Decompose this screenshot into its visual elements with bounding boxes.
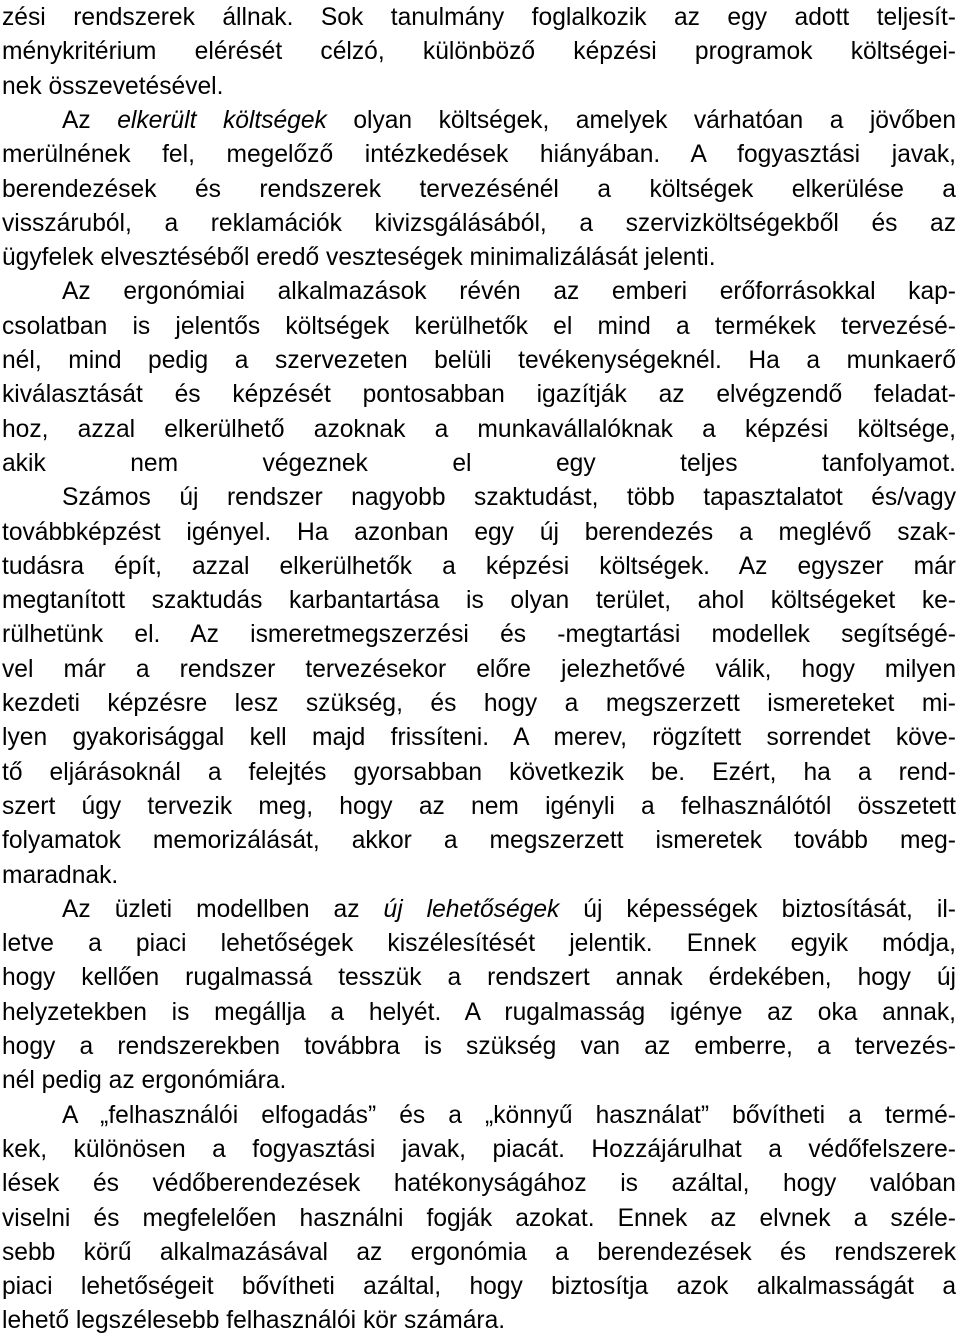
- text-run: kek, különösen a fogyasztási javak, piacát. Hozzájárulhat a védőfelszere-: [2, 1135, 956, 1163]
- text-run: hogy a rendszerekben továbbra is szükség van az emberre, a tervezés-: [2, 1033, 956, 1060]
- text-run: Az üzleti modellben az: [62, 895, 384, 923]
- text-line: [2, 927, 956, 961]
- text-line: [2, 1304, 956, 1338]
- text-line: [2, 756, 956, 790]
- text-run: Számos új rendszer nagyobb szaktudást, több tapasztalatot és/vagy: [62, 484, 956, 512]
- text-line: [2, 310, 956, 344]
- text-line: [2, 1236, 956, 1270]
- text-run: nél, mind pedig a szervezeten belüli tevékenységeknél. Ha a munkaerő: [2, 347, 956, 374]
- text-run: sebb körű alkalmazásával az ergonómia a berendezések és rendszerek: [2, 1238, 956, 1266]
- text-line: [2, 790, 956, 824]
- text-run: szert úgy tervezik meg, hogy az nem igényli a felhasználótól összetett: [2, 792, 956, 820]
- text-run: tudásra épít, azzal elkerülhetők a képzési költségek. Az egyszer már: [2, 552, 956, 580]
- text-line: [2, 35, 956, 69]
- text-line: [2, 1167, 956, 1201]
- text-run: kezdeti képzésre lesz szükség, és hogy a megszerzett ismereteket mi-: [2, 690, 956, 717]
- text-line: [2, 1, 956, 35]
- text-line: [62, 104, 956, 138]
- text-line: [2, 173, 956, 207]
- text-run: megtanított szaktudás karbantartása is olyan terület, ahol költségeket ke-: [2, 587, 956, 615]
- text-run: A „felhasználói elfogadás” és a „könnyű használat” bővítheti a termé-: [62, 1101, 956, 1129]
- text-run: merülnének fel, megelőző intézkedések hiányában. A fogyasztási javak,: [2, 141, 956, 169]
- text-line: [2, 447, 956, 481]
- text-line: [62, 1099, 956, 1133]
- text-line: [2, 550, 956, 584]
- text-run: viselni és megfelelően használni fogják azokat. Ennek az elvnek a széle-: [2, 1204, 956, 1232]
- text-line: [2, 653, 956, 687]
- text-run: nek összevetésével.: [2, 72, 224, 100]
- text-run: hoz, azzal elkerülhető azoknak a munkavállalóknak a képzési költsége,: [2, 415, 956, 443]
- text-run: zési rendszerek állnak. Sok tanulmány foglalkozik az egy adott teljesít-: [2, 4, 956, 31]
- text-line: [2, 1030, 956, 1064]
- text-line: [2, 70, 956, 104]
- text-run: olyan költségek, amelyek várhatóan a jövőben: [326, 106, 956, 134]
- text-run: ménykritérium elérését célzó, különböző képzési programok költségei-: [2, 38, 956, 66]
- text-run: új képességek biztosítását, il-: [559, 895, 956, 923]
- text-line: [2, 1133, 956, 1167]
- text-line: [2, 721, 956, 755]
- text-line: [2, 1064, 956, 1098]
- text-run: folyamatok memorizálását, akkor a megszerzett ismeretek tovább meg-: [2, 827, 956, 855]
- text-run: nél pedig az ergonómiára.: [2, 1067, 287, 1095]
- text-line: [2, 1202, 956, 1236]
- text-run: továbbképzést igényel. Ha azonban egy új berendezés a meglévő szak-: [2, 518, 956, 546]
- text-line: [2, 378, 956, 412]
- text-line: [2, 687, 956, 721]
- text-line: [2, 241, 956, 275]
- italic-term: elkerült költségek: [117, 106, 327, 134]
- text-line: [2, 859, 956, 893]
- text-run: helyzetekben is megállja a helyét. A rugalmasság igénye az oka annak,: [2, 998, 956, 1026]
- text-run: lések és védőberendezések hatékonyságához is azáltal, hogy valóban: [2, 1170, 956, 1198]
- text-run: rülhetünk el. Az ismeretmegszerzési és -megtartási modellek segítségé-: [2, 621, 956, 649]
- text-run: Az: [62, 106, 118, 134]
- text-line: [2, 413, 956, 447]
- text-line: [62, 481, 956, 515]
- text-line: [2, 516, 956, 550]
- text-run: berendezések és rendszerek tervezésénél a költségek elkerülése a: [2, 175, 956, 203]
- text-run: Az ergonómiai alkalmazások révén az emberi erőforrásokkal kap-: [62, 278, 956, 306]
- text-run: akik nem végeznek el egy teljes tanfolyamot.: [2, 449, 956, 477]
- text-run: letve a piaci lehetőségek kiszélesítését jelentik. Ennek egyik módja,: [2, 930, 956, 958]
- text-run: vel már a rendszer tervezésekor előre jelezhetővé válik, hogy milyen: [2, 655, 956, 683]
- text-line: [2, 1270, 956, 1304]
- text-line: [2, 344, 956, 378]
- text-line: [2, 584, 956, 618]
- text-run: ügyfelek elvesztéséből eredő veszteségek minimalizálását jelenti.: [2, 244, 716, 272]
- text-run: visszáruból, a reklamációk kivizsgálásából, a szervizköltségekből és az: [2, 209, 956, 237]
- text-line: [2, 138, 956, 172]
- text-line: [2, 207, 956, 241]
- text-line: [2, 824, 956, 858]
- italic-term: új lehetőségek: [383, 895, 560, 923]
- text-line: [2, 618, 956, 652]
- text-run: kiválasztását és képzését pontosabban igazítják az elvégzendő feladat-: [2, 381, 956, 409]
- text-run: hogy kellően rugalmassá tesszük a rendszert annak érdekében, hogy új: [2, 964, 956, 992]
- text-line: [62, 893, 956, 927]
- text-run: maradnak.: [2, 861, 119, 889]
- text-run: lyen gyakorisággal kell majd frissíteni. A merev, rögzített sorrendet köve-: [2, 724, 956, 752]
- text-line: [62, 275, 956, 309]
- text-run: lehető legszélesebb felhasználói kör számára.: [2, 1307, 506, 1335]
- text-run: csolatban is jelentős költségek kerülhetők el mind a termékek tervezésé-: [2, 312, 956, 340]
- text-run: piaci lehetőségeit bővítheti azáltal, hogy biztosítja azok alkalmasságát a: [2, 1273, 956, 1301]
- text-line: [2, 961, 956, 995]
- text-run: tő eljárásoknál a felejtés gyorsabban következik be. Ezért, ha a rend-: [2, 758, 956, 786]
- text-line: [2, 996, 956, 1030]
